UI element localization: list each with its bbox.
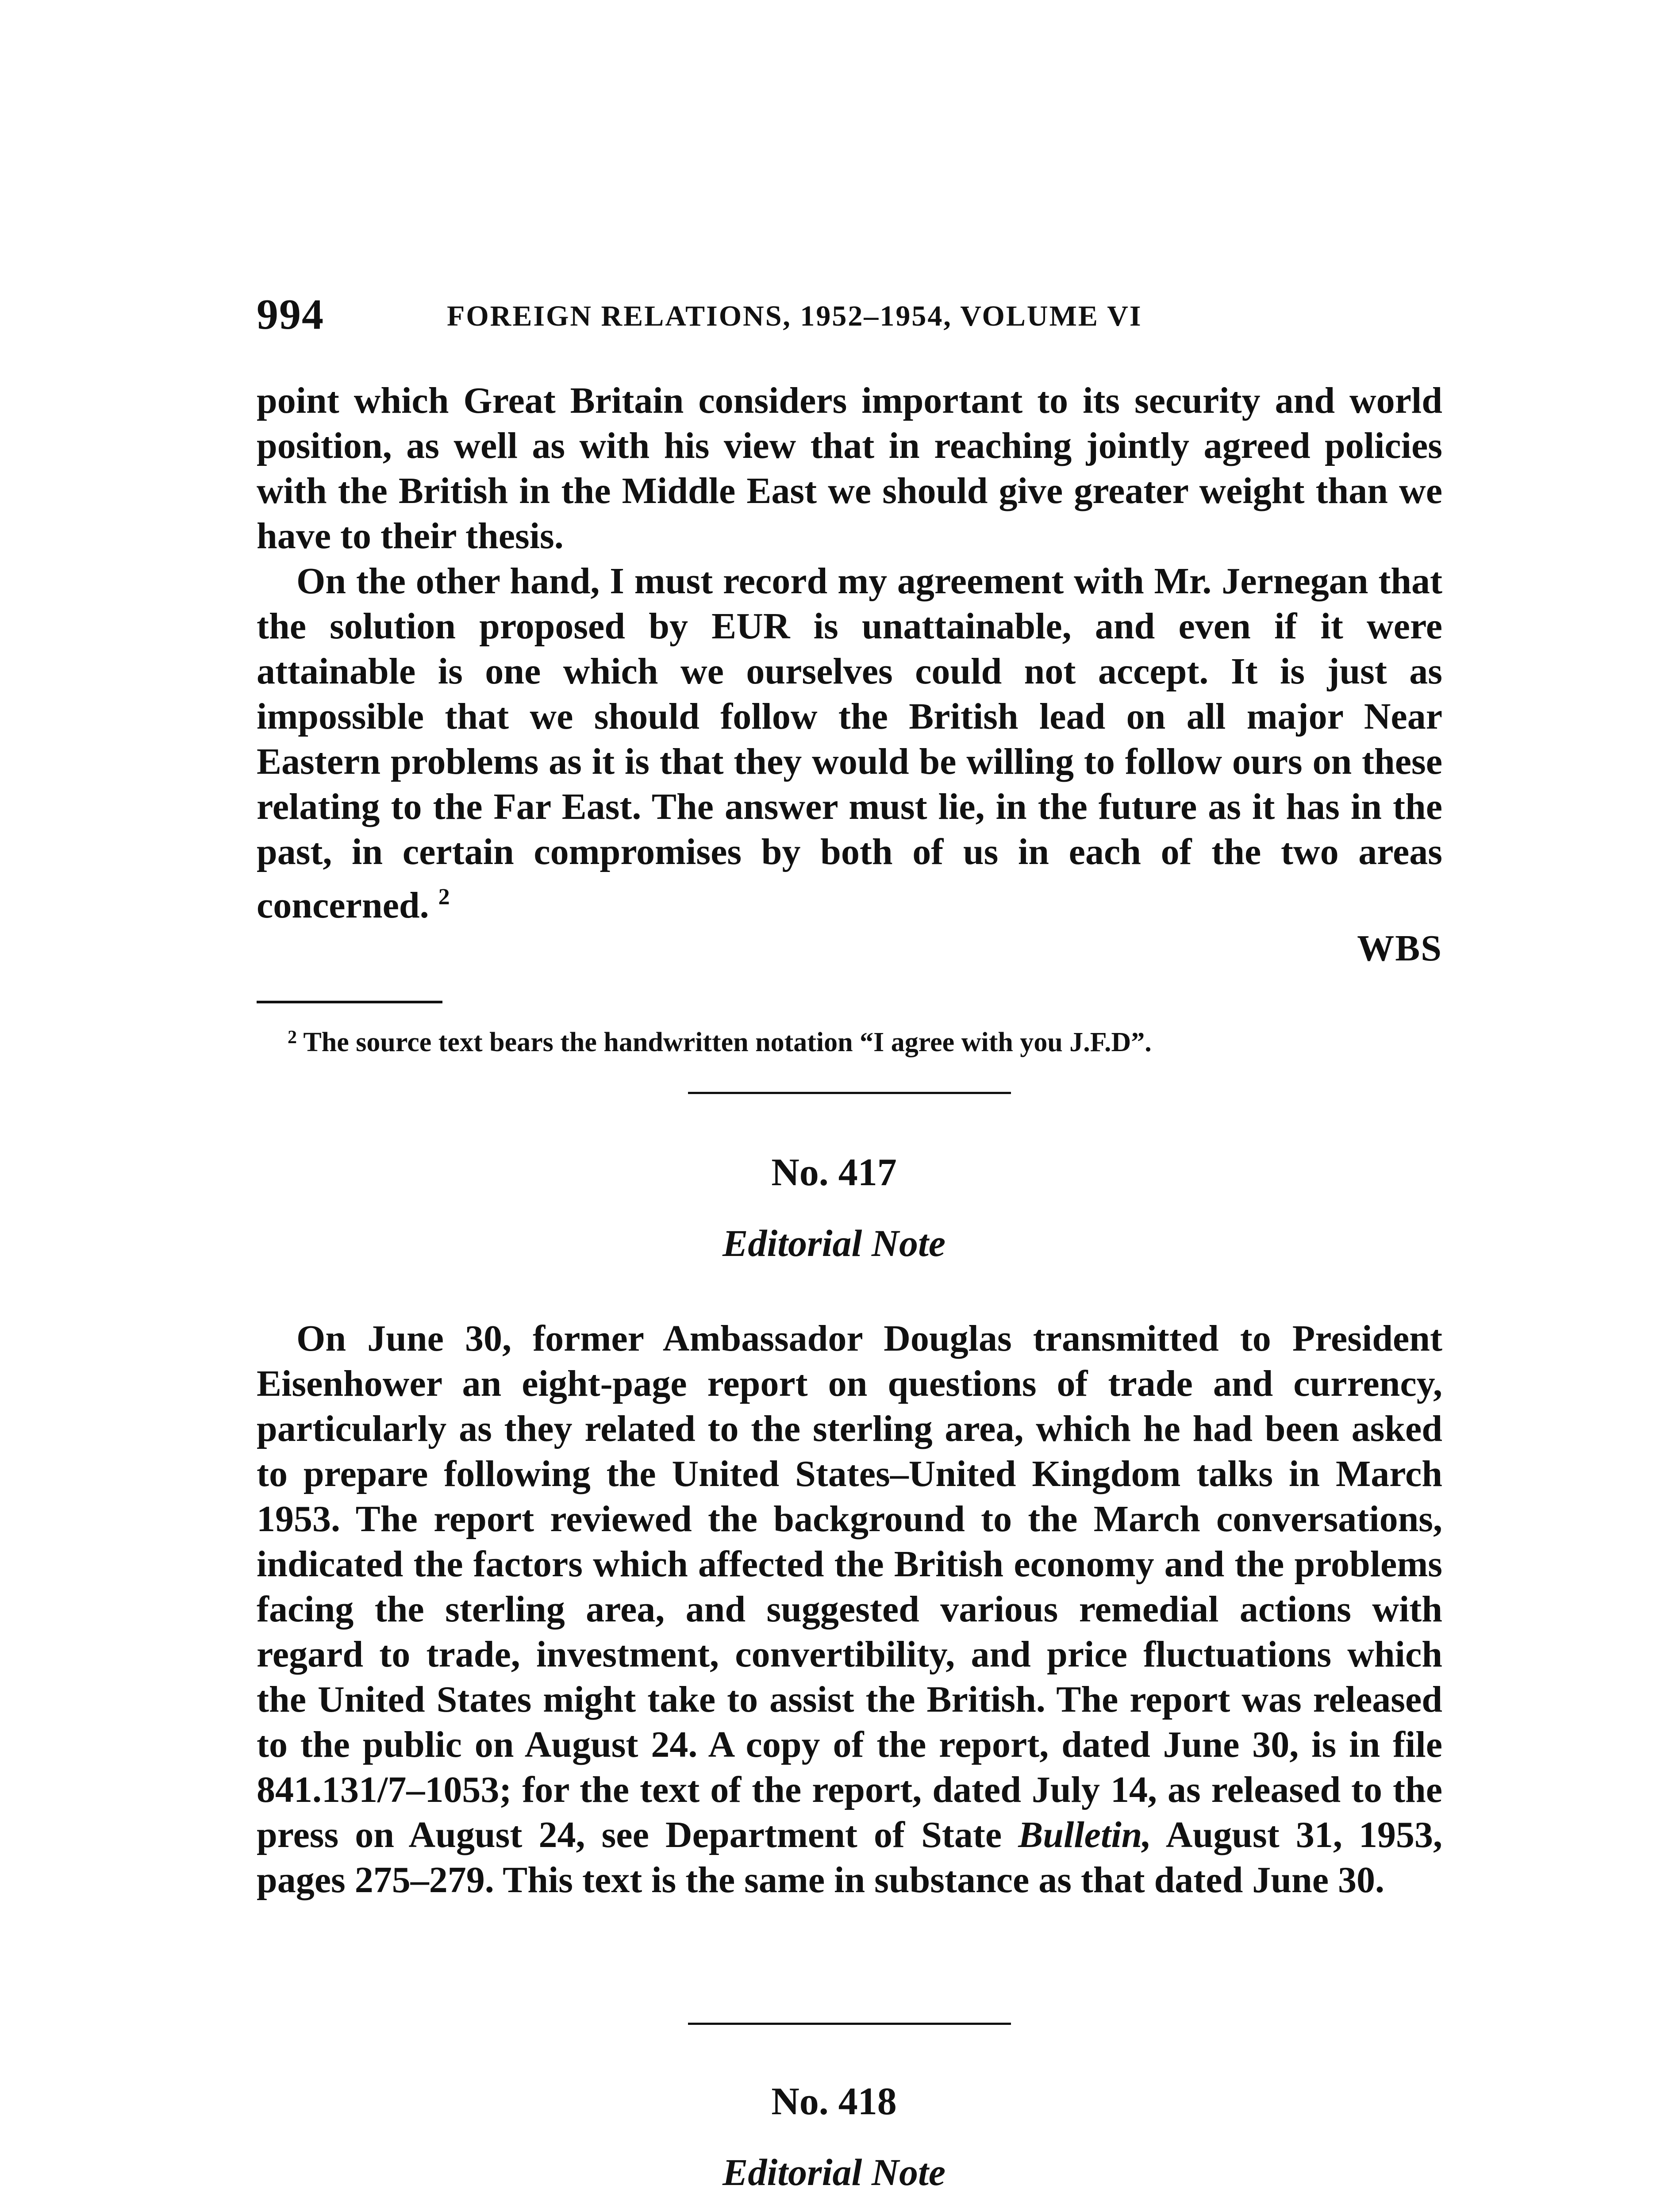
editorial-note-417-body: [257, 1316, 1442, 1903]
signature-initials: WBS: [1357, 928, 1442, 969]
paragraph-417: [257, 1316, 1442, 1903]
footnote-text: The source text bears the handwritten notation “I agree with you J.F.D”.: [303, 1027, 1152, 1057]
section-divider: [688, 1092, 1011, 1094]
footnote-rule: [257, 1001, 442, 1003]
running-header: [257, 290, 1442, 352]
document-number-417: No. 417: [771, 1151, 897, 1194]
bulletin-title: Bulletin,: [1018, 1814, 1152, 1855]
paragraph-continued: point which Great Britain considers important to its security and world position, as well as with his view that in reaching jointly agreed policies with the British in the Middle East we should give greater weight than we have to their thesis.: [257, 380, 1442, 557]
document-number-418: No. 418: [771, 2080, 897, 2123]
paragraph-agreement-text: On the other hand, I must record my agreement with Mr. Jernegan that the solution proposed by EUR is unattainable, and even if it were attainable is one which we ourselves could not accept. It is just as impossible that we should follow the British lead on all major Near Eastern problems as it is that they would be willing to follow ours on these relating to the Far East. The answer must lie, in the future as it has in the past, in certain compromises by both of us in each of the two areas concerned.: [257, 561, 1442, 926]
footnote-reference: 2: [438, 884, 450, 910]
document-subtitle-418: Editorial Note: [722, 2151, 946, 2193]
footnote-marker: 2: [288, 1027, 297, 1048]
document-subtitle-417: Editorial Note: [722, 1222, 946, 1264]
paragraph-417-text-a: On June 30, former Ambassador Douglas transmitted to President Eisenhower an eight-page report on questions of trade and currency, particularly as they related to the sterling area, which he had been asked to prepare following the United States–United Kingdom talks in March 1953. The report reviewed the background to the March conversations, indicated the factors which affected the British economy and the problems facing the sterling area, and suggested various remedial actions with regard to trade, investment, convertibility, and price fluctuations which the United States might take to assist the British. The report was released to the public on August 24. A copy of the report, dated June 30, is in file 841.131/7–1053; for the text of the report, dated July 14, as released to the press on August 24, see Department of State: [257, 1318, 1442, 1855]
paragraph-417-text-b: August 31, 1953, pages 275–279. This text is the same in substance as that dated June 30.: [257, 1814, 1442, 1901]
section-divider: [688, 2023, 1011, 2025]
continued-text-block: [257, 378, 1442, 928]
running-title: FOREIGN RELATIONS, 1952–1954, VOLUME VI: [447, 300, 1142, 332]
page-number: 994: [257, 291, 324, 338]
paragraph-agreement: [257, 559, 1442, 928]
footnote: [288, 1020, 1420, 1060]
